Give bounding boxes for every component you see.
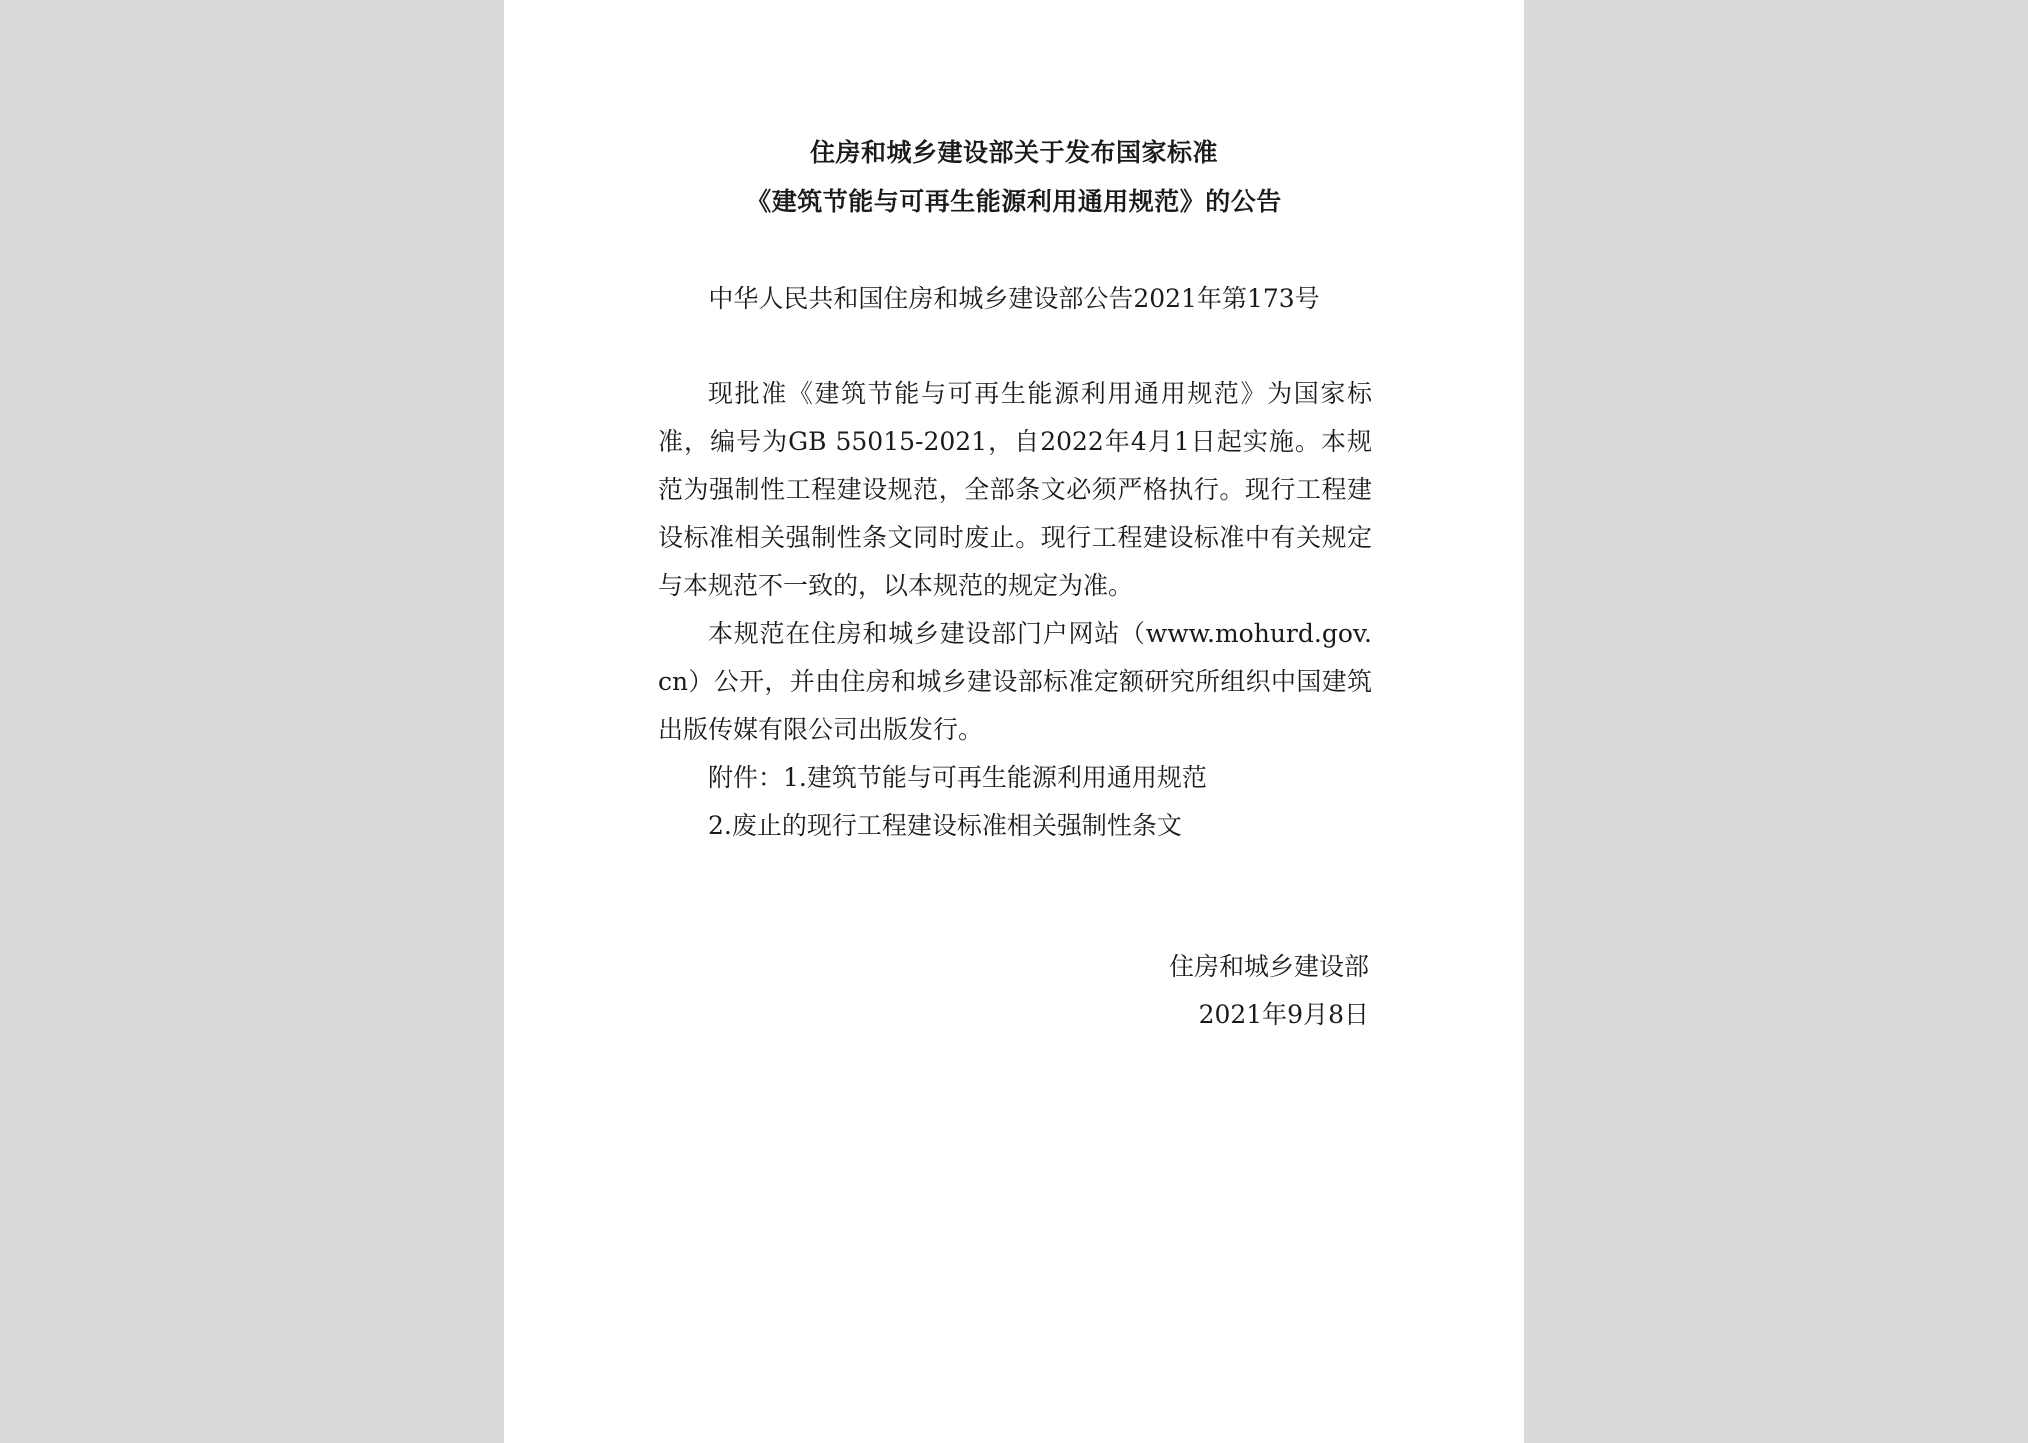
document-body (658, 370, 1372, 850)
attachment-item-2: 2.废止的现行工程建设标准相关强制性条文 (708, 811, 1182, 840)
paragraph-approval: 现批准《建筑节能与可再生能源利用通用规范》为国家标准，编号为GB 55015-2021，自2022年4月1日起实施。本规范为强制性工程建设规范，全部条文必须严格执行。现行工程建设标准相关强制性条文同时废止。现行工程建设标准中有关规定与本规范不一致的，以本规范的规定为准。 (658, 379, 1372, 600)
notice-number: 中华人民共和国住房和城乡建设部公告2021年第173号 (708, 284, 1320, 313)
attachment-item-1: 附件：1.建筑节能与可再生能源利用通用规范 (708, 763, 1207, 792)
signature-date: 2021年9月8日 (1198, 1000, 1369, 1029)
document-page (504, 0, 1524, 1443)
document-title-line-1: 住房和城乡建设部关于发布国家标准 (809, 138, 1218, 167)
signature-organization: 住房和城乡建设部 (1168, 952, 1369, 981)
paragraph-publication: 本规范在住房和城乡建设部门户网站（www.mohurd.gov.cn）公开，并由住房和城乡建设部标准定额研究所组织中国建筑出版传媒有限公司出版发行。 (658, 619, 1372, 744)
document-title-line-2: 《建筑节能与可再生能源利用通用规范》的公告 (746, 187, 1282, 216)
